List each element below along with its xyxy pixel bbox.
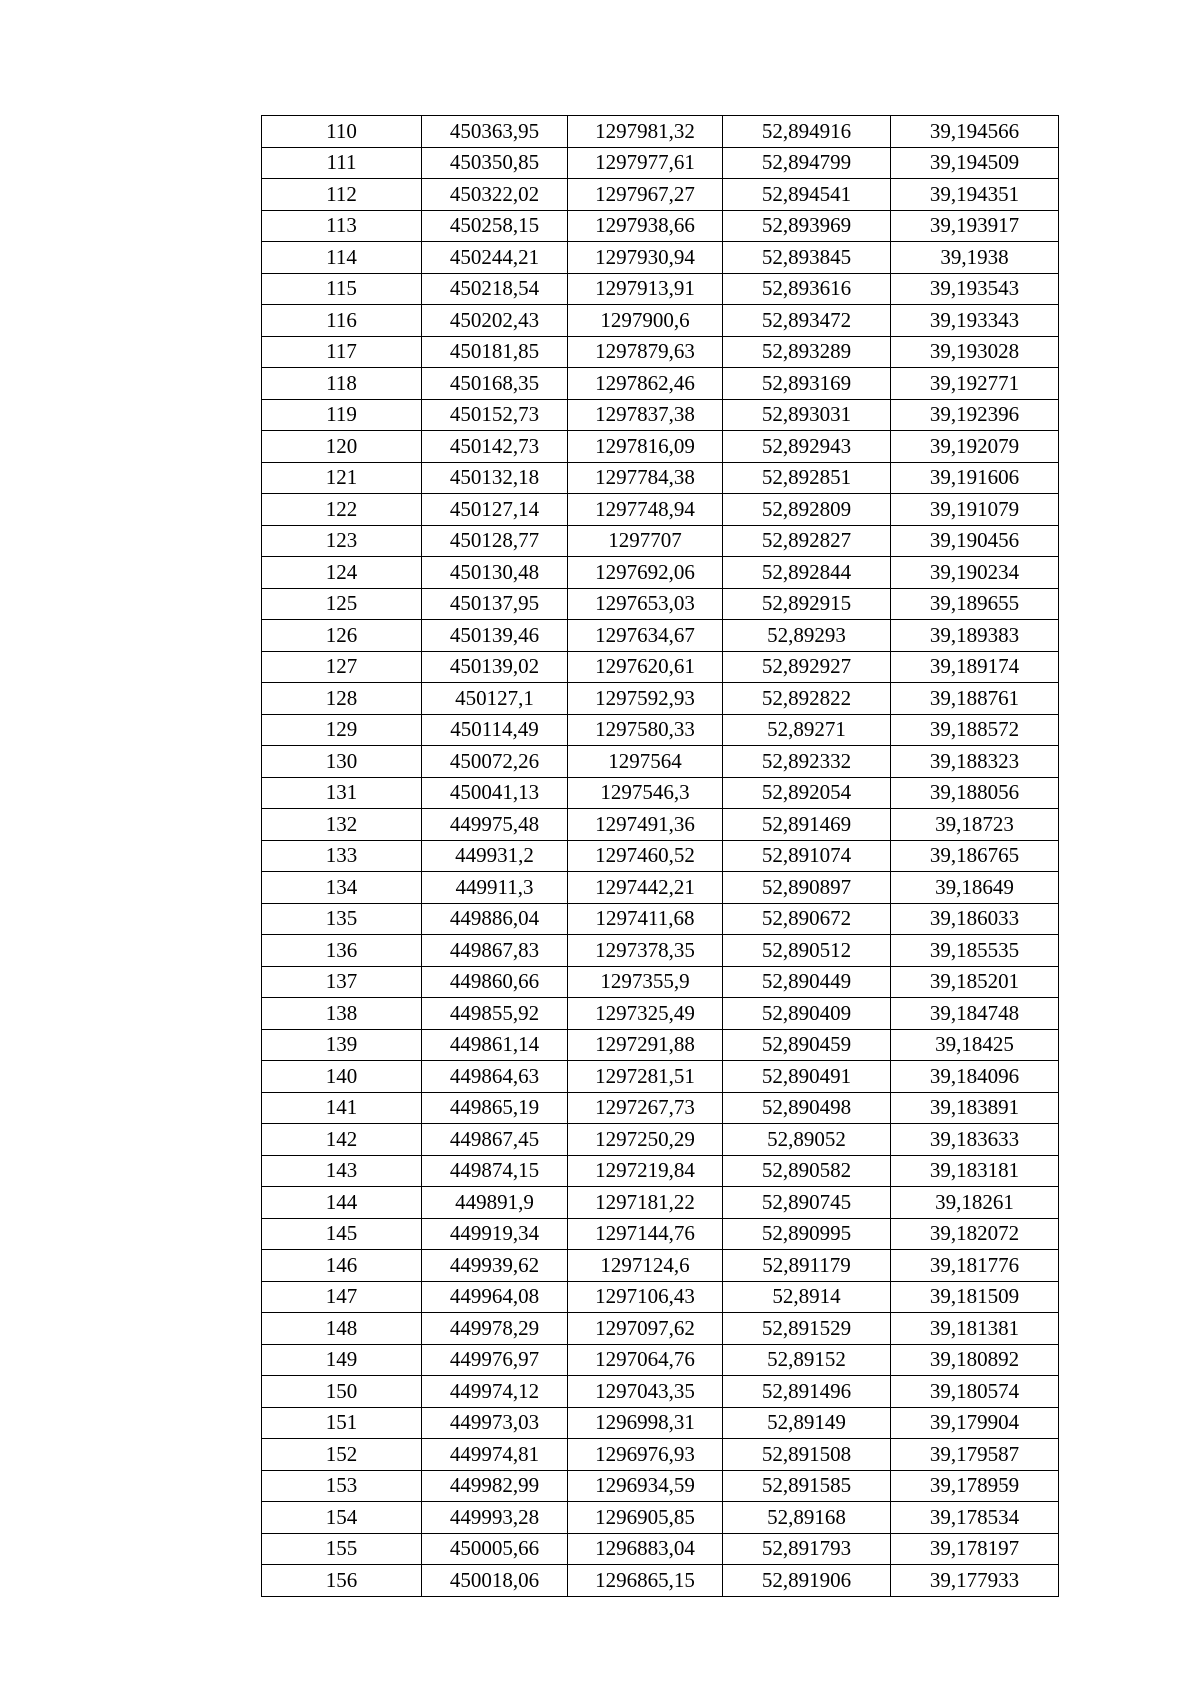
x-coordinate-cell: 449931,2 [422, 840, 568, 872]
y-coordinate-cell: 1297748,94 [568, 494, 723, 526]
longitude-cell: 39,177933 [891, 1565, 1059, 1597]
y-coordinate-cell: 1297592,93 [568, 683, 723, 715]
latitude-cell: 52,892851 [723, 462, 891, 494]
longitude-cell: 39,192771 [891, 368, 1059, 400]
latitude-cell: 52,893845 [723, 242, 891, 274]
point-number-cell: 142 [262, 1124, 422, 1156]
x-coordinate-cell: 449911,3 [422, 872, 568, 904]
table-row [262, 1502, 1059, 1534]
latitude-cell: 52,890449 [723, 966, 891, 998]
y-coordinate-cell: 1296976,93 [568, 1439, 723, 1471]
y-coordinate-cell: 1297250,29 [568, 1124, 723, 1156]
point-number-cell: 140 [262, 1061, 422, 1093]
y-coordinate-cell: 1296883,04 [568, 1533, 723, 1565]
y-coordinate-cell: 1297442,21 [568, 872, 723, 904]
x-coordinate-cell: 450139,02 [422, 651, 568, 683]
coordinates-table-body [262, 116, 1059, 1597]
longitude-cell: 39,181776 [891, 1250, 1059, 1282]
latitude-cell: 52,892332 [723, 746, 891, 778]
x-coordinate-cell: 450350,85 [422, 147, 568, 179]
longitude-cell: 39,18723 [891, 809, 1059, 841]
point-number-cell: 145 [262, 1218, 422, 1250]
table-row [262, 683, 1059, 715]
point-number-cell: 143 [262, 1155, 422, 1187]
longitude-cell: 39,189174 [891, 651, 1059, 683]
table-row [262, 399, 1059, 431]
point-number-cell: 125 [262, 588, 422, 620]
y-coordinate-cell: 1297106,43 [568, 1281, 723, 1313]
y-coordinate-cell: 1297267,73 [568, 1092, 723, 1124]
x-coordinate-cell: 450128,77 [422, 525, 568, 557]
point-number-cell: 154 [262, 1502, 422, 1534]
y-coordinate-cell: 1297181,22 [568, 1187, 723, 1219]
x-coordinate-cell: 450127,14 [422, 494, 568, 526]
point-number-cell: 152 [262, 1439, 422, 1471]
latitude-cell: 52,891179 [723, 1250, 891, 1282]
point-number-cell: 123 [262, 525, 422, 557]
latitude-cell: 52,89149 [723, 1407, 891, 1439]
point-number-cell: 147 [262, 1281, 422, 1313]
table-row [262, 179, 1059, 211]
longitude-cell: 39,191079 [891, 494, 1059, 526]
latitude-cell: 52,891074 [723, 840, 891, 872]
x-coordinate-cell: 449964,08 [422, 1281, 568, 1313]
latitude-cell: 52,890672 [723, 903, 891, 935]
point-number-cell: 112 [262, 179, 422, 211]
x-coordinate-cell: 449855,92 [422, 998, 568, 1030]
point-number-cell: 138 [262, 998, 422, 1030]
table-row [262, 273, 1059, 305]
y-coordinate-cell: 1297862,46 [568, 368, 723, 400]
y-coordinate-cell: 1297460,52 [568, 840, 723, 872]
x-coordinate-cell: 450072,26 [422, 746, 568, 778]
table-row [262, 966, 1059, 998]
latitude-cell: 52,893169 [723, 368, 891, 400]
x-coordinate-cell: 450363,95 [422, 116, 568, 148]
x-coordinate-cell: 449974,12 [422, 1376, 568, 1408]
table-row [262, 1439, 1059, 1471]
latitude-cell: 52,890409 [723, 998, 891, 1030]
latitude-cell: 52,893289 [723, 336, 891, 368]
point-number-cell: 131 [262, 777, 422, 809]
point-number-cell: 130 [262, 746, 422, 778]
x-coordinate-cell: 449982,99 [422, 1470, 568, 1502]
point-number-cell: 155 [262, 1533, 422, 1565]
coordinates-table [261, 115, 1059, 1597]
point-number-cell: 136 [262, 935, 422, 967]
table-row [262, 714, 1059, 746]
longitude-cell: 39,186033 [891, 903, 1059, 935]
latitude-cell: 52,89168 [723, 1502, 891, 1534]
latitude-cell: 52,894799 [723, 147, 891, 179]
point-number-cell: 115 [262, 273, 422, 305]
x-coordinate-cell: 449860,66 [422, 966, 568, 998]
y-coordinate-cell: 1297707 [568, 525, 723, 557]
y-coordinate-cell: 1297930,94 [568, 242, 723, 274]
longitude-cell: 39,179904 [891, 1407, 1059, 1439]
y-coordinate-cell: 1297546,3 [568, 777, 723, 809]
longitude-cell: 39,178959 [891, 1470, 1059, 1502]
latitude-cell: 52,891496 [723, 1376, 891, 1408]
latitude-cell: 52,89293 [723, 620, 891, 652]
table-row [262, 525, 1059, 557]
point-number-cell: 144 [262, 1187, 422, 1219]
latitude-cell: 52,892943 [723, 431, 891, 463]
table-row [262, 305, 1059, 337]
point-number-cell: 141 [262, 1092, 422, 1124]
y-coordinate-cell: 1297124,6 [568, 1250, 723, 1282]
table-row [262, 431, 1059, 463]
point-number-cell: 139 [262, 1029, 422, 1061]
x-coordinate-cell: 450130,48 [422, 557, 568, 589]
point-number-cell: 120 [262, 431, 422, 463]
y-coordinate-cell: 1297653,03 [568, 588, 723, 620]
longitude-cell: 39,181381 [891, 1313, 1059, 1345]
y-coordinate-cell: 1297967,27 [568, 179, 723, 211]
x-coordinate-cell: 449864,63 [422, 1061, 568, 1093]
longitude-cell: 39,18649 [891, 872, 1059, 904]
y-coordinate-cell: 1297692,06 [568, 557, 723, 589]
point-number-cell: 113 [262, 210, 422, 242]
latitude-cell: 52,892809 [723, 494, 891, 526]
x-coordinate-cell: 450244,21 [422, 242, 568, 274]
latitude-cell: 52,890745 [723, 1187, 891, 1219]
longitude-cell: 39,18425 [891, 1029, 1059, 1061]
point-number-cell: 124 [262, 557, 422, 589]
longitude-cell: 39,188572 [891, 714, 1059, 746]
x-coordinate-cell: 449978,29 [422, 1313, 568, 1345]
y-coordinate-cell: 1297784,38 [568, 462, 723, 494]
x-coordinate-cell: 449973,03 [422, 1407, 568, 1439]
longitude-cell: 39,193028 [891, 336, 1059, 368]
x-coordinate-cell: 449874,15 [422, 1155, 568, 1187]
latitude-cell: 52,894541 [723, 179, 891, 211]
longitude-cell: 39,185201 [891, 966, 1059, 998]
y-coordinate-cell: 1297325,49 [568, 998, 723, 1030]
table-row [262, 588, 1059, 620]
x-coordinate-cell: 449919,34 [422, 1218, 568, 1250]
longitude-cell: 39,194566 [891, 116, 1059, 148]
table-row [262, 1092, 1059, 1124]
longitude-cell: 39,181509 [891, 1281, 1059, 1313]
y-coordinate-cell: 1297355,9 [568, 966, 723, 998]
x-coordinate-cell: 450142,73 [422, 431, 568, 463]
point-number-cell: 116 [262, 305, 422, 337]
x-coordinate-cell: 449939,62 [422, 1250, 568, 1282]
y-coordinate-cell: 1297816,09 [568, 431, 723, 463]
table-row [262, 1565, 1059, 1597]
table-row [262, 147, 1059, 179]
latitude-cell: 52,893472 [723, 305, 891, 337]
y-coordinate-cell: 1297291,88 [568, 1029, 723, 1061]
longitude-cell: 39,178197 [891, 1533, 1059, 1565]
point-number-cell: 151 [262, 1407, 422, 1439]
table-row [262, 1376, 1059, 1408]
latitude-cell: 52,890498 [723, 1092, 891, 1124]
y-coordinate-cell: 1297977,61 [568, 147, 723, 179]
latitude-cell: 52,890512 [723, 935, 891, 967]
table-row [262, 557, 1059, 589]
longitude-cell: 39,194509 [891, 147, 1059, 179]
table-row [262, 1533, 1059, 1565]
latitude-cell: 52,89052 [723, 1124, 891, 1156]
latitude-cell: 52,893969 [723, 210, 891, 242]
latitude-cell: 52,891585 [723, 1470, 891, 1502]
longitude-cell: 39,179587 [891, 1439, 1059, 1471]
table-row [262, 998, 1059, 1030]
latitude-cell: 52,892054 [723, 777, 891, 809]
latitude-cell: 52,8914 [723, 1281, 891, 1313]
latitude-cell: 52,891529 [723, 1313, 891, 1345]
x-coordinate-cell: 450132,18 [422, 462, 568, 494]
x-coordinate-cell: 449976,97 [422, 1344, 568, 1376]
x-coordinate-cell: 450137,95 [422, 588, 568, 620]
latitude-cell: 52,891508 [723, 1439, 891, 1471]
latitude-cell: 52,892927 [723, 651, 891, 683]
table-row [262, 1155, 1059, 1187]
point-number-cell: 128 [262, 683, 422, 715]
longitude-cell: 39,180892 [891, 1344, 1059, 1376]
point-number-cell: 114 [262, 242, 422, 274]
table-row [262, 1124, 1059, 1156]
x-coordinate-cell: 449865,19 [422, 1092, 568, 1124]
y-coordinate-cell: 1296905,85 [568, 1502, 723, 1534]
longitude-cell: 39,183891 [891, 1092, 1059, 1124]
latitude-cell: 52,892827 [723, 525, 891, 557]
table-row [262, 1250, 1059, 1282]
longitude-cell: 39,188056 [891, 777, 1059, 809]
table-row [262, 1281, 1059, 1313]
x-coordinate-cell: 450322,02 [422, 179, 568, 211]
latitude-cell: 52,892915 [723, 588, 891, 620]
x-coordinate-cell: 450181,85 [422, 336, 568, 368]
table-row [262, 1313, 1059, 1345]
point-number-cell: 118 [262, 368, 422, 400]
longitude-cell: 39,183181 [891, 1155, 1059, 1187]
point-number-cell: 127 [262, 651, 422, 683]
table-row [262, 872, 1059, 904]
point-number-cell: 153 [262, 1470, 422, 1502]
latitude-cell: 52,891469 [723, 809, 891, 841]
latitude-cell: 52,89152 [723, 1344, 891, 1376]
latitude-cell: 52,890582 [723, 1155, 891, 1187]
table-row [262, 1061, 1059, 1093]
x-coordinate-cell: 449975,48 [422, 809, 568, 841]
x-coordinate-cell: 450258,15 [422, 210, 568, 242]
point-number-cell: 133 [262, 840, 422, 872]
y-coordinate-cell: 1297043,35 [568, 1376, 723, 1408]
table-row [262, 368, 1059, 400]
x-coordinate-cell: 450139,46 [422, 620, 568, 652]
longitude-cell: 39,193543 [891, 273, 1059, 305]
latitude-cell: 52,892822 [723, 683, 891, 715]
point-number-cell: 126 [262, 620, 422, 652]
table-row [262, 809, 1059, 841]
table-row [262, 1029, 1059, 1061]
table-row [262, 746, 1059, 778]
point-number-cell: 117 [262, 336, 422, 368]
table-row [262, 1470, 1059, 1502]
point-number-cell: 146 [262, 1250, 422, 1282]
y-coordinate-cell: 1297938,66 [568, 210, 723, 242]
longitude-cell: 39,189655 [891, 588, 1059, 620]
table-row [262, 1344, 1059, 1376]
longitude-cell: 39,178534 [891, 1502, 1059, 1534]
longitude-cell: 39,184096 [891, 1061, 1059, 1093]
longitude-cell: 39,186765 [891, 840, 1059, 872]
longitude-cell: 39,180574 [891, 1376, 1059, 1408]
table-row [262, 935, 1059, 967]
longitude-cell: 39,182072 [891, 1218, 1059, 1250]
point-number-cell: 149 [262, 1344, 422, 1376]
x-coordinate-cell: 449867,45 [422, 1124, 568, 1156]
y-coordinate-cell: 1296934,59 [568, 1470, 723, 1502]
latitude-cell: 52,894916 [723, 116, 891, 148]
y-coordinate-cell: 1297900,6 [568, 305, 723, 337]
x-coordinate-cell: 450005,66 [422, 1533, 568, 1565]
point-number-cell: 132 [262, 809, 422, 841]
longitude-cell: 39,193343 [891, 305, 1059, 337]
y-coordinate-cell: 1297064,76 [568, 1344, 723, 1376]
table-row [262, 651, 1059, 683]
x-coordinate-cell: 449861,14 [422, 1029, 568, 1061]
latitude-cell: 52,89271 [723, 714, 891, 746]
table-row [262, 840, 1059, 872]
point-number-cell: 111 [262, 147, 422, 179]
point-number-cell: 137 [262, 966, 422, 998]
y-coordinate-cell: 1297281,51 [568, 1061, 723, 1093]
latitude-cell: 52,891906 [723, 1565, 891, 1597]
table-row [262, 494, 1059, 526]
table-row [262, 242, 1059, 274]
x-coordinate-cell: 449886,04 [422, 903, 568, 935]
x-coordinate-cell: 450168,35 [422, 368, 568, 400]
latitude-cell: 52,890491 [723, 1061, 891, 1093]
point-number-cell: 135 [262, 903, 422, 935]
latitude-cell: 52,892844 [723, 557, 891, 589]
table-row [262, 1218, 1059, 1250]
table-row [262, 116, 1059, 148]
x-coordinate-cell: 450152,73 [422, 399, 568, 431]
y-coordinate-cell: 1297411,68 [568, 903, 723, 935]
longitude-cell: 39,193917 [891, 210, 1059, 242]
y-coordinate-cell: 1297620,61 [568, 651, 723, 683]
y-coordinate-cell: 1297913,91 [568, 273, 723, 305]
x-coordinate-cell: 450114,49 [422, 714, 568, 746]
point-number-cell: 150 [262, 1376, 422, 1408]
longitude-cell: 39,188761 [891, 683, 1059, 715]
longitude-cell: 39,18261 [891, 1187, 1059, 1219]
y-coordinate-cell: 1297378,35 [568, 935, 723, 967]
table-row [262, 620, 1059, 652]
longitude-cell: 39,183633 [891, 1124, 1059, 1156]
y-coordinate-cell: 1296865,15 [568, 1565, 723, 1597]
latitude-cell: 52,890459 [723, 1029, 891, 1061]
x-coordinate-cell: 450218,54 [422, 273, 568, 305]
point-number-cell: 156 [262, 1565, 422, 1597]
x-coordinate-cell: 450202,43 [422, 305, 568, 337]
x-coordinate-cell: 449867,83 [422, 935, 568, 967]
longitude-cell: 39,192079 [891, 431, 1059, 463]
y-coordinate-cell: 1297144,76 [568, 1218, 723, 1250]
y-coordinate-cell: 1297634,67 [568, 620, 723, 652]
y-coordinate-cell: 1297564 [568, 746, 723, 778]
y-coordinate-cell: 1297219,84 [568, 1155, 723, 1187]
point-number-cell: 122 [262, 494, 422, 526]
longitude-cell: 39,1938 [891, 242, 1059, 274]
y-coordinate-cell: 1297580,33 [568, 714, 723, 746]
y-coordinate-cell: 1296998,31 [568, 1407, 723, 1439]
x-coordinate-cell: 450127,1 [422, 683, 568, 715]
x-coordinate-cell: 450041,13 [422, 777, 568, 809]
table-row [262, 336, 1059, 368]
y-coordinate-cell: 1297981,32 [568, 116, 723, 148]
longitude-cell: 39,194351 [891, 179, 1059, 211]
table-row [262, 1187, 1059, 1219]
longitude-cell: 39,190456 [891, 525, 1059, 557]
longitude-cell: 39,192396 [891, 399, 1059, 431]
point-number-cell: 148 [262, 1313, 422, 1345]
x-coordinate-cell: 450018,06 [422, 1565, 568, 1597]
point-number-cell: 119 [262, 399, 422, 431]
latitude-cell: 52,893031 [723, 399, 891, 431]
table-row [262, 210, 1059, 242]
point-number-cell: 110 [262, 116, 422, 148]
table-row [262, 903, 1059, 935]
longitude-cell: 39,184748 [891, 998, 1059, 1030]
x-coordinate-cell: 449891,9 [422, 1187, 568, 1219]
point-number-cell: 121 [262, 462, 422, 494]
longitude-cell: 39,190234 [891, 557, 1059, 589]
x-coordinate-cell: 449993,28 [422, 1502, 568, 1534]
latitude-cell: 52,890897 [723, 872, 891, 904]
y-coordinate-cell: 1297837,38 [568, 399, 723, 431]
y-coordinate-cell: 1297097,62 [568, 1313, 723, 1345]
longitude-cell: 39,189383 [891, 620, 1059, 652]
point-number-cell: 134 [262, 872, 422, 904]
y-coordinate-cell: 1297491,36 [568, 809, 723, 841]
longitude-cell: 39,191606 [891, 462, 1059, 494]
latitude-cell: 52,890995 [723, 1218, 891, 1250]
latitude-cell: 52,893616 [723, 273, 891, 305]
latitude-cell: 52,891793 [723, 1533, 891, 1565]
x-coordinate-cell: 449974,81 [422, 1439, 568, 1471]
point-number-cell: 129 [262, 714, 422, 746]
table-row [262, 777, 1059, 809]
longitude-cell: 39,188323 [891, 746, 1059, 778]
longitude-cell: 39,185535 [891, 935, 1059, 967]
table-row [262, 1407, 1059, 1439]
y-coordinate-cell: 1297879,63 [568, 336, 723, 368]
table-row [262, 462, 1059, 494]
